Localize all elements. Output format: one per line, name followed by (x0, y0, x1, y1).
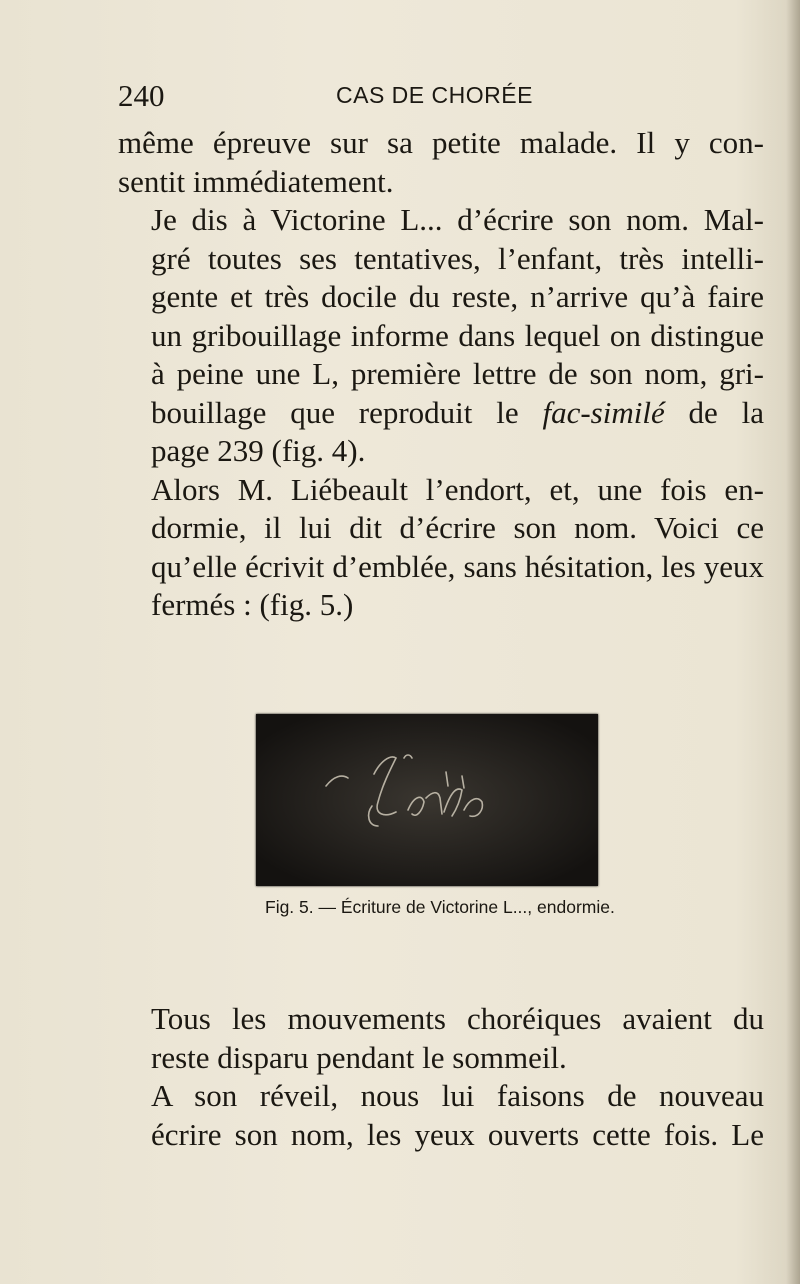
running-title: CAS DE CHORÉE (336, 82, 533, 108)
running-header (118, 78, 758, 112)
text-line: même épreuve sur sa petite malade. Il y con- (118, 125, 764, 160)
body-text-lower (118, 1000, 764, 1154)
text-line: dormie, il lui dit d’écrire son nom. Voici ce (151, 510, 764, 545)
handwriting-facsimile-figure (256, 714, 598, 886)
figure-caption: Fig. 5. — Écriture de Victorine L..., endormie. (265, 897, 615, 917)
page-number: 240 (118, 78, 165, 113)
body-text-upper (118, 124, 764, 625)
text-line: sentit immédiatement. (118, 163, 394, 199)
paragraph-1 (118, 124, 764, 201)
paragraph-5 (118, 1077, 764, 1154)
text-line: Alors M. Liébeault l’endort, et, une fois en- (151, 471, 764, 507)
text-line: écrire son nom, les yeux ouverts cette fois. Le (151, 1116, 764, 1152)
text-line: A son réveil, nous lui faisons de nouveau (151, 1078, 764, 1113)
text-line: fermés : (fig. 5.) (151, 587, 354, 622)
text-line: gré toutes ses tentatives, l’enfant, très intelli- (151, 240, 764, 276)
italic-term: fac-similé (542, 394, 665, 430)
text-line: Tous les mouvements choréiques avaient du (151, 1001, 764, 1036)
page-edge-shadow (786, 0, 800, 1284)
text-line: à peine une L, première lettre de son nom, gri- (151, 356, 764, 391)
text-line: reste disparu pendant le sommeil. (151, 1039, 567, 1075)
text-line: un gribouillage informe dans lequel on distingue (151, 317, 764, 353)
paragraph-4 (118, 1000, 764, 1077)
text-line: Je dis à Victorine L... d’écrire son nom. Mal- (151, 202, 764, 237)
handwriting-scribble-image (256, 714, 598, 886)
paragraph-2 (118, 201, 764, 471)
paragraph-3 (118, 471, 764, 625)
text-line: gente et très docile du reste, n’arrive qu’à faire (151, 279, 764, 314)
text-line: qu’elle écrivit d’emblée, sans hésitation, les yeux (151, 548, 764, 584)
text-line: bouillage que reproduit le fac-similé de la (151, 394, 764, 430)
text-line: page 239 (fig. 4). (151, 433, 366, 468)
